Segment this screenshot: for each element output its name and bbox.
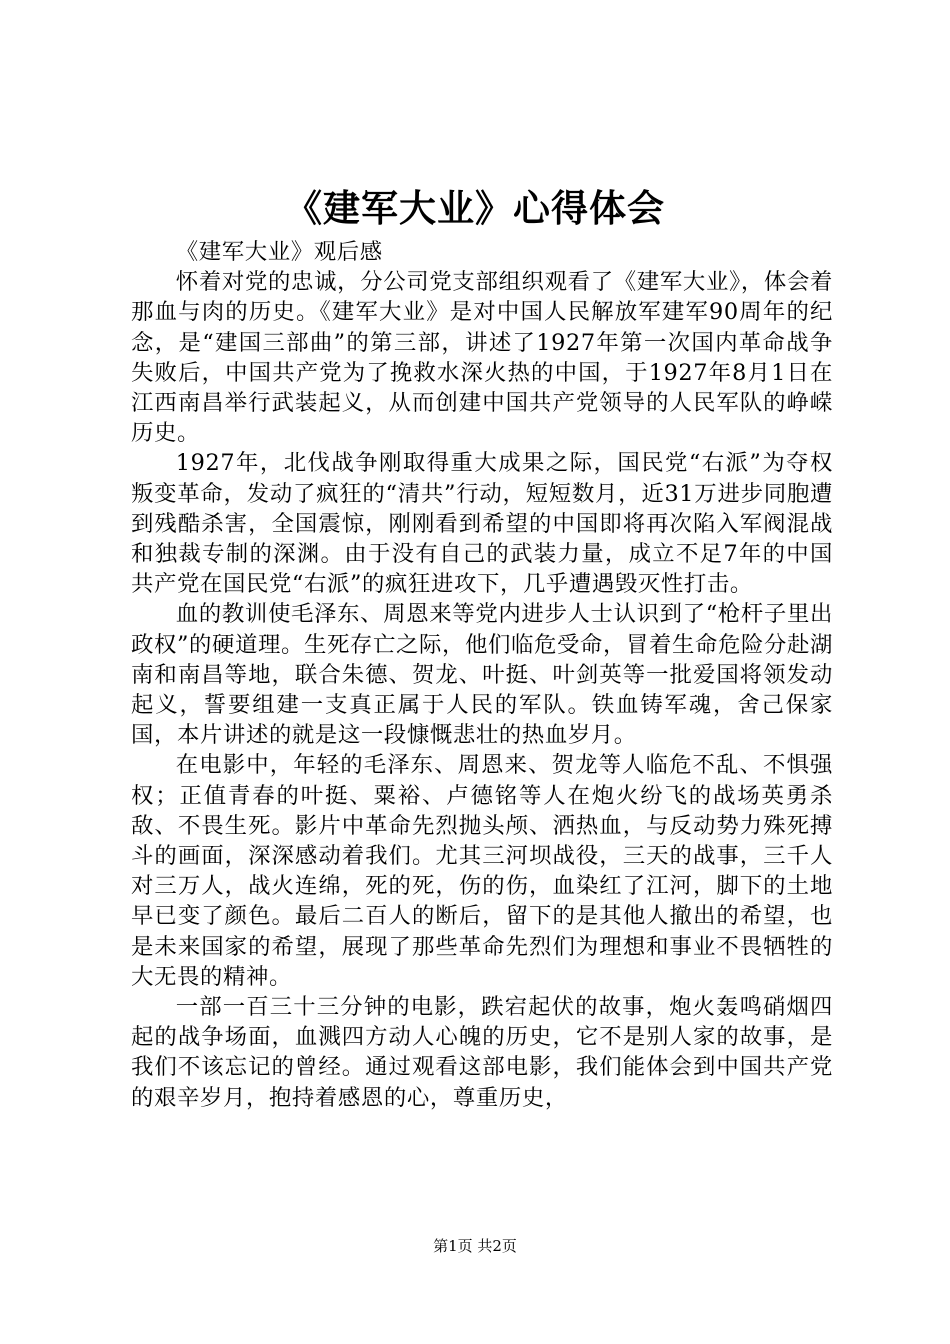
document-body <box>131 237 833 1113</box>
paragraph: 怀着对党的忠诚，分公司党支部组织观看了《建军大业》，体会着那血与肉的历史。《建军大业》是对中国人民解放军建军90周年的纪念，是“建国三部曲”的第三部，讲述了1927年第一次国内革命战争失败后，中国共产党为了挽救水深火热的中国，于1927年8月1日在江西南昌举行武装起义，从而创建中国共产党领导的人民军队的峥嵘历史。 <box>131 269 833 447</box>
paragraph-subtitle: 《建军大业》观后感 <box>175 239 383 265</box>
page-footer: 第1页 共2页 <box>433 1237 517 1255</box>
paragraph: 一部一百三十三分钟的电影，跌宕起伏的故事，炮火轰鸣硝烟四起的战争场面，血溅四方动人心魄的历史，它不是别人家的故事，是我们不该忘记的曾经。通过观看这部电影，我们能体会到中国共产党的艰辛岁月，抱持着感恩的心，尊重历史， <box>131 994 833 1111</box>
paragraph: 在电影中，年轻的毛泽东、周恩来、贺龙等人临危不乱、不惧强权；正值青春的叶挺、粟裕、卢德铭等人在炮火纷飞的战场英勇杀敌、不畏生死。影片中革命先烈抛头颅、洒热血，与反动势力殊死搏斗的画面，深深感动着我们。尤其三河坝战役，三天的战事，三千人对三万人，战火连绵，死的死，伤的伤，血染红了江河，脚下的土地早已变了颜色。最后二百人的断后，留下的是其他人撤出的希望，也是未来国家的希望，展现了那些革命先烈们为理想和事业不畏牺牲的大无畏的精神。 <box>131 752 833 990</box>
document-title: 《建军大业》心得体会 <box>285 187 665 230</box>
paragraph: 1927年，北伐战争刚取得重大成果之际，国民党“右派”为夺权叛变革命，发动了疯狂的“清共”行动，短短数月，近31万进步同胞遭到残酷杀害，全国震惊，刚刚看到希望的中国即将再次陷入军阀混战和独裁专制的深渊。由于没有自己的武装力量，成立不足7年的中国共产党在国民党“右派”的疯狂进攻下，几乎遭遇毁灭性打击。 <box>131 450 833 598</box>
paragraph: 血的教训使毛泽东、周恩来等党内进步人士认识到了“枪杆子里出政权”的硬道理。生死存亡之际，他们临危受命，冒着生命危险分赴湖南和南昌等地，联合朱德、贺龙、叶挺、叶剑英等一批爱国将领发动起义，誓要组建一支真正属于人民的军队。铁血铸军魂，舍己保家国，本片讲述的就是这一段慷慨悲壮的热血岁月。 <box>131 601 833 749</box>
